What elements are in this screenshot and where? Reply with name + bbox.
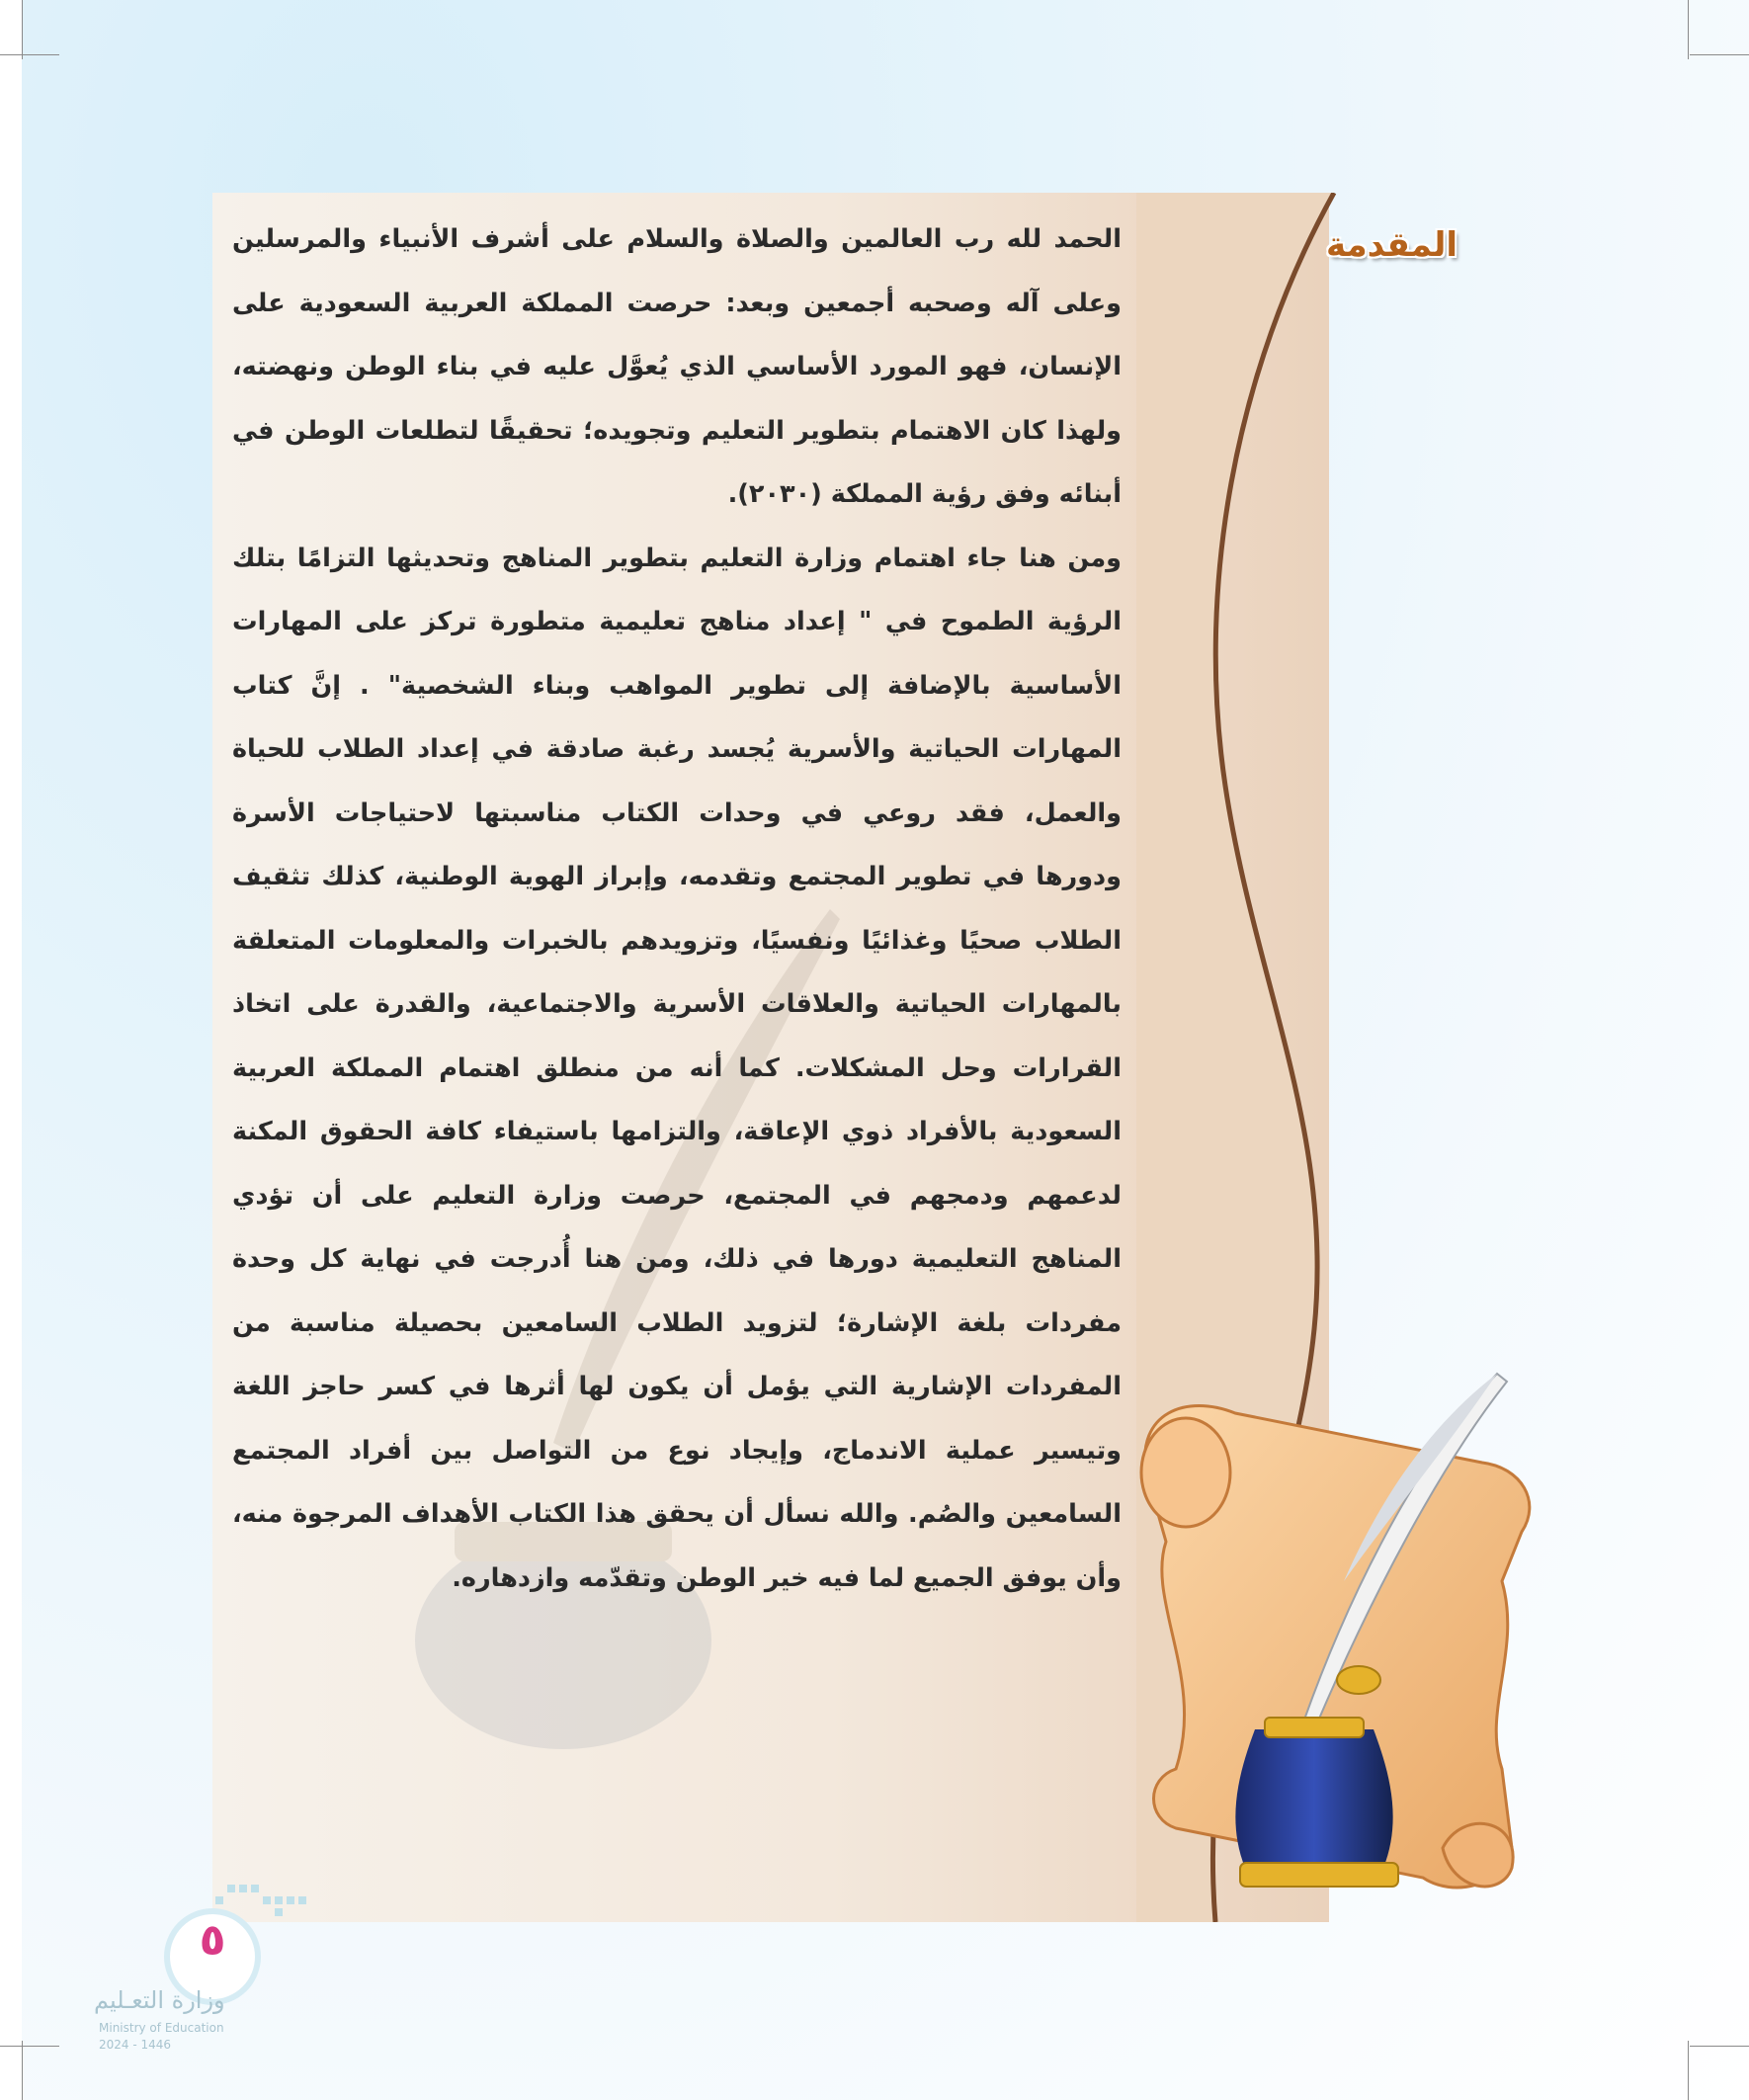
crop-mark xyxy=(22,2041,23,2100)
crop-mark xyxy=(0,54,59,55)
scroll-quill-icon xyxy=(1107,1354,1561,1907)
intro-body xyxy=(232,208,1122,1848)
ministry-logo-dots-icon xyxy=(168,1880,326,1919)
crop-mark xyxy=(1688,2041,1689,2100)
crop-mark xyxy=(1688,0,1689,59)
ministry-name-arabic: وزارة التعـليم xyxy=(94,1986,225,2014)
crop-mark xyxy=(0,2046,59,2047)
intro-paragraph-1: الحمد لله رب العالمين والصلاة والسلام على أشرف الأنبياء والمرسلين وعلى آله وصحبه أجمعين وبعد: حرصت المملكة العربية السعودية على الإنسان، فهو المورد الأساسي الذي يُعوَّل عليه في بناء الوطن ونهضته، ولهذا كان الاهتمام بتطوير التعليم وتجويده؛ تحقيقًا لتطلعات الوطن في أبنائه وفق رؤية المملكة (٢٠٣٠). xyxy=(232,224,1122,509)
crop-mark xyxy=(22,0,23,59)
ministry-name-english: Ministry of Education xyxy=(99,2021,224,2035)
crop-mark xyxy=(1690,54,1749,55)
crop-mark xyxy=(1690,2046,1749,2047)
intro-paragraph-2: ومن هنا جاء اهتمام وزارة التعليم بتطوير المناهج وتحديثها التزامًا بتلك الرؤية الطموح في " إعداد مناهج تعليمية متطورة تركز على المهارات الأساسية بالإضافة إلى تطوير المواهب وبناء الشخصية" . إنَّ كتاب المهارات الحياتية والأسرية يُجسد رغبة صادقة في إعداد الطلاب للحياة والعمل، فقد روعي في وحدات الكتاب مناسبتها لاحتياجات الأسرة ودورها في تطوير المجتمع وتقدمه، وإبراز الهوية الوطنية، كذلك تثقيف الطلاب صحيًا وغذائيًا ونفسيًا، وتزويدهم بالخبرات والمعلومات المتعلقة بالمهارات الحياتية والعلاقات الأسرية والاجتماعية، والقدرة على اتخاذ القرارات وحل المشكلات. كما أنه من منطلق اهتمام المملكة العربية السعودية بالأفراد ذوي الإعاقة، والتزامها باستيفاء كافة الحقوق المكنة لدعمهم ودمجهم في المجتمع، حرصت وزارة التعليم على أن تؤدي المناهج التعليمية دورها في ذلك، ومن هنا أُدرجت في نهاية كل وحدة مفردات بلغة الإشارة؛ لتزويد الطلاب السامعين بحصيلة مناسبة من المفردات الإشارية التي يؤمل أن يكون لها أثرها في كسر حاجز اللغة وتيسير عملية الاندماج، وإيجاد نوع من التواصل بين أفراد المجتمع السامعين والصُم. والله نسأل أن يحقق هذا الكتاب الأهداف المرجوة منه، وأن يوفق الجميع لما فيه خير الوطن وتقدّمه وازدهاره. xyxy=(232,543,1122,1593)
ministry-year: 2024 - 1446 xyxy=(99,2038,172,2052)
section-title: المقدمة xyxy=(1326,225,1458,265)
page-number: ٥ xyxy=(199,1915,226,1966)
